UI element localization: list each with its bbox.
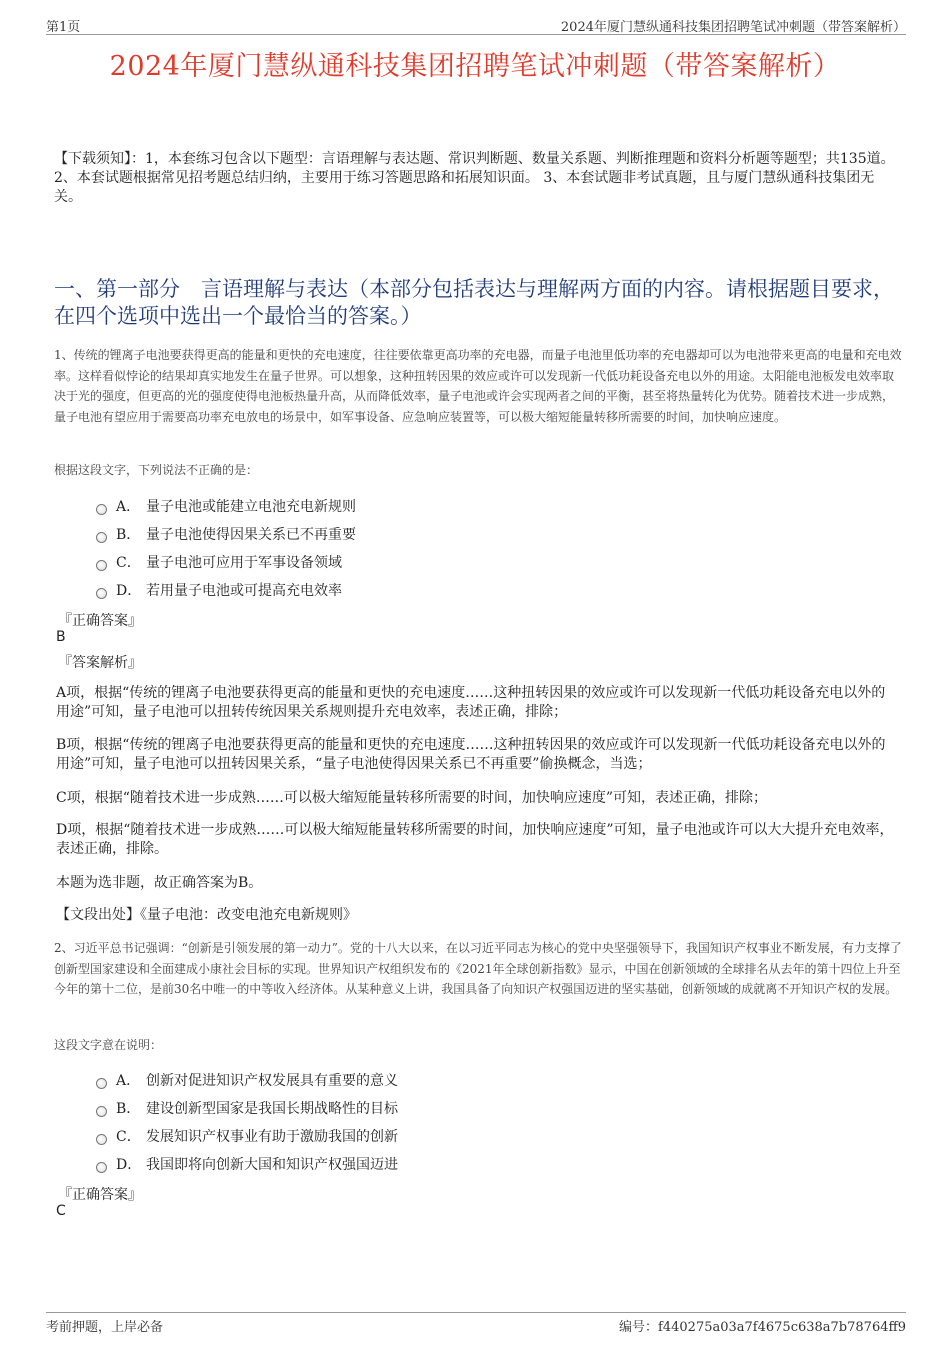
question-1-options xyxy=(96,492,596,604)
page-number: 第1页 xyxy=(46,20,81,35)
answer-label: 『正确答案』 xyxy=(58,613,142,629)
option-d[interactable] xyxy=(96,576,596,604)
analysis-d: D项，根据“随着技术进一步成熟……可以极大缩短能量转移所需要的时间，加快响应速度”可知，量子电池或许可以大大提升充电效率，表述正确，排除。 xyxy=(56,822,894,857)
radio-icon[interactable] xyxy=(96,504,107,515)
section-heading: 一、第一部分 言语理解与表达（本部分包括表达与理解两方面的内容。请根据题目要求，在四个选项中选出一个最恰当的答案。） xyxy=(54,277,894,328)
analysis-label: 『答案解析』 xyxy=(58,655,142,671)
option-letter: B． xyxy=(116,527,141,543)
question-2-options xyxy=(96,1066,596,1178)
option-text: 建设创新型国家是我国长期战略性的目标 xyxy=(146,1101,398,1117)
option-c[interactable] xyxy=(96,1122,596,1150)
answer-value: B xyxy=(56,629,66,645)
option-letter: C． xyxy=(116,555,141,571)
question-2-text: 2、习近平总书记强调：“创新是引领发展的第一动力”。党的十八大以来，在以习近平同志为核心的党中央坚强领导下，我国知识产权事业不断发展，有力支撑了创新型国家建设和全面建成小康社会目标的实现。世界知识产权组织发布的《2021年全球创新指数》显示，中国在创新领域的全球排名从去年的第十四位上升至今年的第十二位，是前30名中唯一的中等收入经济体。从某种意义上讲，我国具备了向知识产权强国迈进的坚实基础，创新领域的成就离不开知识产权的发展。 xyxy=(54,941,902,996)
radio-icon[interactable] xyxy=(96,1162,107,1173)
analysis-a: A项，根据“传统的锂离子电池要获得更高的能量和更快的充电速度……这种扭转因果的效应或许可以发现新一代低功耗设备充电以外的用途”可知，量子电池可以扭转传统因果关系规则提升充电效率，表述正确，排除； xyxy=(56,685,886,720)
radio-icon[interactable] xyxy=(96,588,107,599)
option-c[interactable] xyxy=(96,548,596,576)
radio-icon[interactable] xyxy=(96,1134,107,1145)
option-letter: A． xyxy=(116,499,141,515)
option-text: 发展知识产权事业有助于激励我国的创新 xyxy=(146,1129,398,1145)
header-doc-title: 2024年厦门慧纵通科技集团招聘笔试冲刺题（带答案解析） xyxy=(560,20,906,35)
footer-serial: 编号：f440275a03a7f4675c638a7b78764ff9 xyxy=(619,1320,906,1335)
page-footer xyxy=(46,1312,906,1335)
option-a[interactable] xyxy=(96,492,596,520)
radio-icon[interactable] xyxy=(96,560,107,571)
analysis-c: C项，根据“随着技术进一步成熟……可以极大缩短能量转移所需要的时间，加快响应速度”可知，表述正确，排除； xyxy=(56,790,768,806)
page-header xyxy=(46,14,906,35)
footer-slogan: 考前押题，上岸必备 xyxy=(46,1320,164,1335)
radio-icon[interactable] xyxy=(96,1106,107,1117)
option-letter: D． xyxy=(116,1157,142,1173)
answer-label: 『正确答案』 xyxy=(58,1187,142,1203)
question-2-stem: 这段文字意在说明： xyxy=(54,1038,163,1052)
option-text: 若用量子电池或可提高充电效率 xyxy=(146,583,342,599)
option-letter: B． xyxy=(116,1101,141,1117)
option-b[interactable] xyxy=(96,1094,596,1122)
option-letter: C． xyxy=(116,1129,141,1145)
download-notice: 【下载须知】：1，本套练习包含以下题型：言语理解与表达题、常识判断题、数量关系题、判断推理题和资料分析题等题型；共135道。 2、本套试题根据常见招考题总结归纳，主要用于练习答题思路和拓展知识面。 3、本套试题非考试真题，且与厦门慧纵通科技集团无关。 xyxy=(54,151,895,205)
option-b[interactable] xyxy=(96,520,596,548)
radio-icon[interactable] xyxy=(96,532,107,543)
option-text: 量子电池或能建立电池充电新规则 xyxy=(146,499,356,515)
document-title: 2024年厦门慧纵通科技集团招聘笔试冲刺题（带答案解析） xyxy=(109,51,841,82)
question-1-stem: 根据这段文字，下列说法不正确的是： xyxy=(54,463,259,477)
option-d[interactable] xyxy=(96,1150,596,1178)
option-letter: D． xyxy=(116,583,142,599)
analysis-conclusion: 本题为选非题，故正确答案为B。 xyxy=(56,875,263,891)
radio-icon[interactable] xyxy=(96,1078,107,1089)
option-text: 量子电池可应用于军事设备领域 xyxy=(146,555,342,571)
question-1-text: 1、传统的锂离子电池要获得更高的能量和更快的充电速度，往往要依靠更高功率的充电器，而量子电池里低功率的充电器却可以为电池带来更高的电量和充电效率。这样看似悖论的结果却真实地发生在量子世界。可以想象，这种扭转因果的效应或许可以发现新一代低功耗设备充电以外的用途。太阳能电池板发电效率取决于光的强度，但更高的光的强度使得电池板热量升高，从而降低效率，量子电池或许会实现两者之间的平衡，甚至将热量转化为优势。随着技术进一步成熟，量子电池有望应用于需要高功率充电放电的场景中，如军事设备、应急响应装置等，可以极大缩短能量转移所需要的时间，加快响应速度。 xyxy=(54,348,902,424)
option-a[interactable] xyxy=(96,1066,596,1094)
source-citation: 【文段出处】《量子电池：改变电池充电新规则》 xyxy=(56,907,357,923)
option-text: 我国即将向创新大国和知识产权强国迈进 xyxy=(146,1157,398,1173)
option-text: 创新对促进知识产权发展具有重要的意义 xyxy=(146,1073,398,1089)
option-letter: A． xyxy=(116,1073,141,1089)
answer-value: C xyxy=(56,1203,66,1219)
analysis-b: B项，根据“传统的锂离子电池要获得更高的能量和更快的充电速度……这种扭转因果的效应或许可以发现新一代低功耗设备充电以外的用途”可知，量子电池可以扭转因果关系，“量子电池使得因果关系已不再重要”偷换概念，当选； xyxy=(56,737,886,772)
option-text: 量子电池使得因果关系已不再重要 xyxy=(146,527,356,543)
